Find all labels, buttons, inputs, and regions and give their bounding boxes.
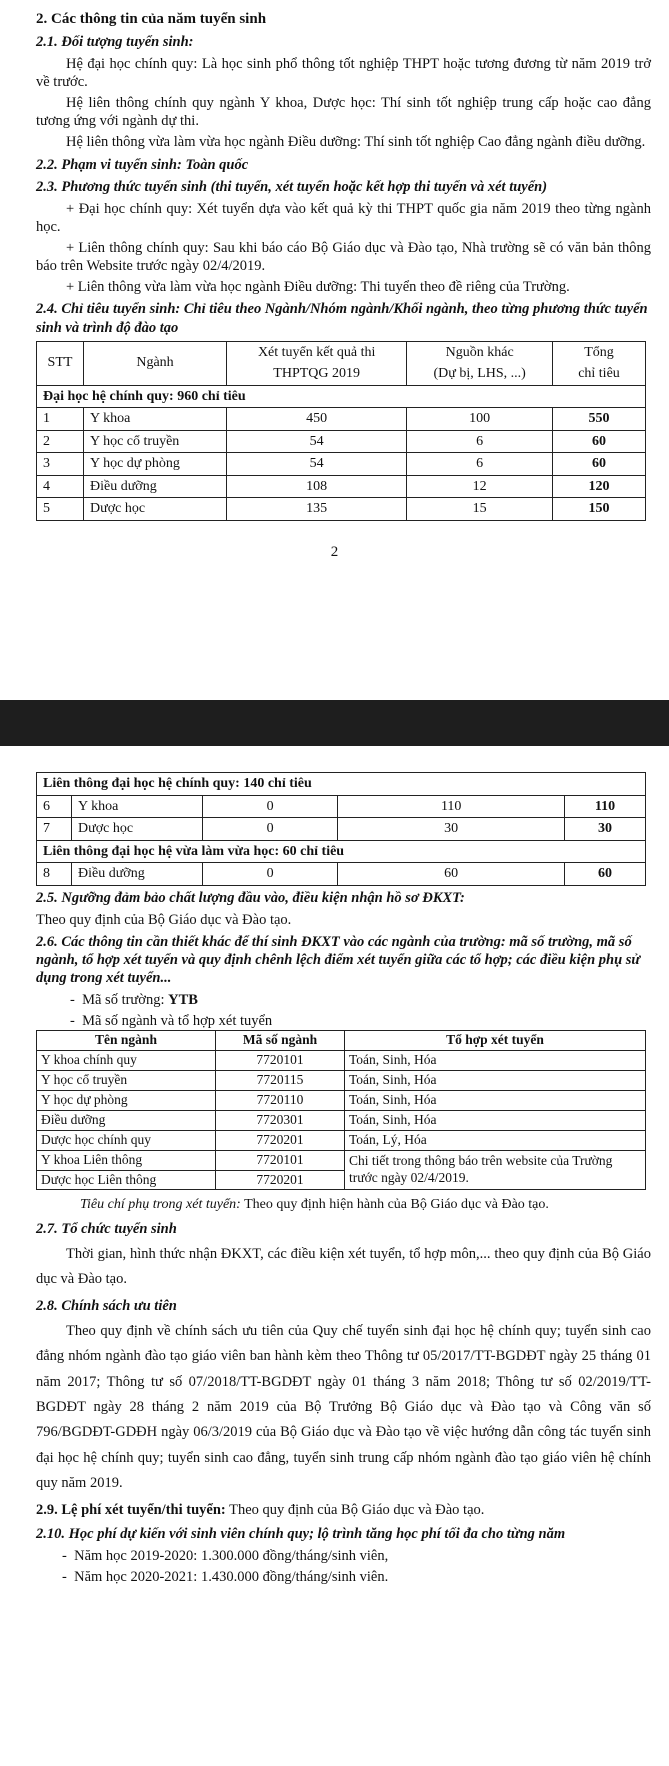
page-separator bbox=[0, 700, 669, 746]
table-row bbox=[37, 408, 646, 431]
cell-tong: 60 bbox=[565, 863, 646, 886]
cell-to-hop: Toán, Sinh, Hóa bbox=[345, 1071, 646, 1091]
section-2-2-title: 2.2. Phạm vi tuyển sinh: Toàn quốc bbox=[36, 156, 249, 173]
cell-to-hop: Toán, Sinh, Hóa bbox=[345, 1110, 646, 1130]
cell-to-hop: Toán, Sinh, Hóa bbox=[345, 1051, 646, 1071]
cell-nganh: Điều dưỡng bbox=[72, 863, 203, 886]
header-xettuyen: Xét tuyển kết quả thi bbox=[227, 341, 407, 363]
section-2-3-title: 2.3. Phương thức tuyển sinh (thi tuyển, xét tuyển hoặc kết hợp thi tuyển và xét tuyển) bbox=[36, 178, 548, 195]
school-code-value: YTB bbox=[168, 992, 198, 1009]
list-item: - Năm học 2019-2020: 1.300.000 đồng/tháng/sinh viên, bbox=[62, 1547, 389, 1564]
cell-tong: 110 bbox=[565, 795, 646, 818]
list-item: - Mã số ngành và tổ hợp xét tuyển bbox=[70, 1013, 273, 1030]
table-row bbox=[37, 1071, 646, 1091]
quota-table-continued bbox=[36, 772, 646, 886]
table-row bbox=[37, 1051, 646, 1071]
school-code-label: Mã số trường: bbox=[82, 992, 169, 1009]
cell-stt: 2 bbox=[37, 430, 84, 453]
cell-tong: 60 bbox=[553, 453, 646, 476]
cell-nganh: Y khoa bbox=[84, 408, 227, 431]
cell-ten: Dược học Liên thông bbox=[37, 1170, 216, 1190]
paragraph: Hệ liên thông chính quy ngành Y khoa, Dược học: Thí sinh tốt nghiệp trung cấp hoặc cao đẳng tương ứng với ngành dự thi. bbox=[36, 95, 651, 130]
document-page-1 bbox=[0, 0, 669, 700]
cell-thpt: 54 bbox=[227, 453, 407, 476]
paragraph: + Liên thông vừa làm vừa học ngành Điều dưỡng: Thi tuyển theo đề riêng của Trường. bbox=[66, 279, 570, 296]
cell-tong: 60 bbox=[553, 430, 646, 453]
cell-nguon-khac: 6 bbox=[407, 453, 553, 476]
table-row bbox=[37, 1110, 646, 1130]
cell-ten: Điều dưỡng bbox=[37, 1110, 216, 1130]
header-xettuyen-2: THPTQG 2019 bbox=[227, 363, 407, 385]
header-stt: STT bbox=[37, 341, 84, 385]
section-2-10-title: 2.10. Học phí dự kiến với sinh viên chính quy; lộ trình tăng học phí tối đa cho từng năm bbox=[36, 1525, 566, 1542]
paragraph: Hệ đại học chính quy: Là học sinh phổ thông tốt nghiệp THPT hoặc tương đương từ năm 2019 trở về trước. bbox=[36, 55, 651, 90]
cell-nganh: Dược học bbox=[84, 498, 227, 521]
cell-thpt: 0 bbox=[203, 818, 338, 841]
quota-table bbox=[36, 341, 646, 521]
section-2-7-title: 2.7. Tổ chức tuyển sinh bbox=[36, 1220, 177, 1237]
cell-nganh: Điều dưỡng bbox=[84, 475, 227, 498]
header-nganh: Ngành bbox=[84, 341, 227, 385]
table-group-label: Liên thông đại học hệ chính quy: 140 chỉ tiêu bbox=[37, 773, 646, 796]
section-2-1-title: 2.1. Đối tượng tuyển sinh: bbox=[36, 33, 194, 50]
cell-nguon-khac: 60 bbox=[338, 863, 565, 886]
note-label: Tiêu chí phụ trong xét tuyển: bbox=[80, 1197, 241, 1213]
cell-ten: Y khoa chính quy bbox=[37, 1051, 216, 1071]
cell-stt: 6 bbox=[37, 795, 72, 818]
list-item-text: Năm học 2020-2021: 1.430.000 đồng/tháng/sinh viên. bbox=[74, 1568, 389, 1585]
paragraph: Hệ liên thông vừa làm vừa học ngành Điều dưỡng: Thí sinh tốt nghiệp Cao đẳng ngành điều dưỡng. bbox=[66, 134, 646, 151]
header-tong-2: chỉ tiêu bbox=[553, 363, 646, 385]
cell-thpt: 0 bbox=[203, 863, 338, 886]
list-item-text: Mã số ngành và tổ hợp xét tuyển bbox=[82, 1013, 273, 1030]
cell-tong: 550 bbox=[553, 408, 646, 431]
header-ten-nganh: Tên ngành bbox=[37, 1031, 216, 1051]
list-item: - Năm học 2020-2021: 1.430.000 đồng/tháng/sinh viên. bbox=[62, 1568, 389, 1585]
cell-thpt: 0 bbox=[203, 795, 338, 818]
cell-ma: 7720101 bbox=[216, 1150, 345, 1170]
cell-to-hop-lt: Chi tiết trong thông báo trên website của Trường trước ngày 02/4/2019. bbox=[345, 1150, 646, 1190]
section-2-6-title: 2.6. Các thông tin cần thiết khác để thí sinh ĐKXT vào các ngành của trường: mã số trường, mã số ngành, tổ hợp xét tuyển và quy định chênh lệch điểm xét tuyển giữa các tổ hợp; các điều kiện phụ sử dụng trong xét tuyển... bbox=[36, 933, 641, 986]
cell-ma: 7720301 bbox=[216, 1110, 345, 1130]
cell-ma: 7720110 bbox=[216, 1091, 345, 1111]
cell-nguon-khac: 15 bbox=[407, 498, 553, 521]
table-group-label: Liên thông đại học hệ vừa làm vừa học: 60 chỉ tiêu bbox=[37, 840, 646, 863]
document-page-2 bbox=[0, 746, 669, 1766]
cell-ten: Y học cổ truyền bbox=[37, 1071, 216, 1091]
cell-tong: 150 bbox=[553, 498, 646, 521]
paragraph: Thời gian, hình thức nhận ĐKXT, các điều kiện xét tuyển, tổ hợp môn,... theo quy định của Bộ Giáo dục và Đào tạo. bbox=[36, 1246, 651, 1288]
section-2-4-title: 2.4. Chỉ tiêu tuyển sinh: Chỉ tiêu theo Ngành/Nhóm ngành/Khối ngành, theo từng phương thức tuyển sinh và trình độ đào tạo bbox=[36, 301, 648, 336]
table-row bbox=[37, 818, 646, 841]
section-2-9 bbox=[36, 1501, 651, 1519]
table-row bbox=[37, 430, 646, 453]
cell-tong: 30 bbox=[565, 818, 646, 841]
cell-nganh: Y học cổ truyền bbox=[84, 430, 227, 453]
table-group-label: Đại học hệ chính quy: 960 chỉ tiêu bbox=[37, 385, 646, 408]
section-2-5-title: 2.5. Ngưỡng đảm bảo chất lượng đầu vào, điều kiện nhận hồ sơ ĐKXT: bbox=[36, 889, 465, 906]
note bbox=[80, 1196, 651, 1214]
paragraph: + Liên thông chính quy: Sau khi báo cáo Bộ Giáo dục và Đào tạo, Nhà trường sẽ có văn bản thông báo trên Website trước ngày 02/4/2019. bbox=[36, 240, 651, 275]
table-row bbox=[37, 453, 646, 476]
table-row bbox=[37, 863, 646, 886]
cell-ma: 7720201 bbox=[216, 1170, 345, 1190]
cell-nganh: Y khoa bbox=[72, 795, 203, 818]
table-row bbox=[37, 1130, 646, 1150]
table-row bbox=[37, 498, 646, 521]
cell-thpt: 450 bbox=[227, 408, 407, 431]
cell-nguon-khac: 6 bbox=[407, 430, 553, 453]
table-row bbox=[37, 1091, 646, 1111]
header-to-hop: Tổ hợp xét tuyển bbox=[345, 1031, 646, 1051]
cell-stt: 4 bbox=[37, 475, 84, 498]
cell-thpt: 54 bbox=[227, 430, 407, 453]
table-row bbox=[37, 795, 646, 818]
section-2-8-title: 2.8. Chính sách ưu tiên bbox=[36, 1297, 177, 1314]
cell-ma: 7720101 bbox=[216, 1051, 345, 1071]
paragraph: Theo quy định về chính sách ưu tiên của Quy chế tuyển sinh đại học hệ chính quy; tuyển sinh cao đẳng nhóm ngành đào tạo giáo viên ban hành kèm theo Thông tư 05/2017/TT-BGDĐT ngày 25 tháng 01 năm 2017; Thông tư số 07/2018/TT-BGDĐT ngày 01 tháng 3 năm 2018; Thông tư số 02/2019/TT-BGDĐT ngày 28 tháng 2 năm 2019 của Bộ Trưởng Bộ Giáo dục và Đào tạo và Công văn số 796/BGDĐT-GDĐH ngày 06/3/2019 của Bộ Giáo dục và Đào tạo về việc hướng dẫn công tác tuyển sinh đại học hệ chính quy; tuyển sinh cao đẳng, tuyển sinh trung cấp nhóm ngành đào tạo giáo viên hệ chính quy năm 2019. bbox=[36, 1322, 651, 1492]
cell-ten: Y học dự phòng bbox=[37, 1091, 216, 1111]
cell-nguon-khac: 30 bbox=[338, 818, 565, 841]
cell-stt: 3 bbox=[37, 453, 84, 476]
section-2-9-text: Theo quy định của Bộ Giáo dục và Đào tạo. bbox=[225, 1501, 485, 1518]
cell-ten: Y khoa Liên thông bbox=[37, 1150, 216, 1170]
cell-to-hop: Toán, Sinh, Hóa bbox=[345, 1091, 646, 1111]
cell-stt: 5 bbox=[37, 498, 84, 521]
cell-nguon-khac: 12 bbox=[407, 475, 553, 498]
header-tong: Tổng bbox=[553, 341, 646, 363]
list-item-text: Năm học 2019-2020: 1.300.000 đồng/tháng/sinh viên, bbox=[74, 1547, 389, 1564]
cell-stt: 1 bbox=[37, 408, 84, 431]
paragraph: + Đại học chính quy: Xét tuyển dựa vào kết quả kỳ thi THPT quốc gia năm 2019 theo từng ngành học. bbox=[36, 200, 651, 235]
cell-to-hop: Toán, Lý, Hóa bbox=[345, 1130, 646, 1150]
cell-tong: 120 bbox=[553, 475, 646, 498]
major-code-table bbox=[36, 1030, 646, 1190]
note-text: Theo quy định hiện hành của Bộ Giáo dục và Đào tạo. bbox=[240, 1197, 549, 1213]
cell-thpt: 135 bbox=[227, 498, 407, 521]
paragraph: Theo quy định của Bộ Giáo dục và Đào tạo. bbox=[36, 911, 292, 928]
table-row bbox=[37, 1150, 646, 1170]
page-number: 2 bbox=[330, 543, 339, 560]
cell-stt: 8 bbox=[37, 863, 72, 886]
cell-thpt: 108 bbox=[227, 475, 407, 498]
cell-nganh: Y học dự phòng bbox=[84, 453, 227, 476]
section-2-9-title: 2.9. Lệ phí xét tuyển/thi tuyển: bbox=[36, 1501, 226, 1518]
header-nguonkhac: Nguồn khác bbox=[407, 341, 553, 363]
cell-ma: 7720115 bbox=[216, 1071, 345, 1091]
cell-stt: 7 bbox=[37, 818, 72, 841]
header-ma-so: Mã số ngành bbox=[216, 1031, 345, 1051]
table-row bbox=[37, 475, 646, 498]
section-2-title: 2. Các thông tin của năm tuyển sinh bbox=[36, 11, 267, 27]
cell-ma: 7720201 bbox=[216, 1130, 345, 1150]
cell-nguon-khac: 110 bbox=[338, 795, 565, 818]
table-header-row bbox=[37, 341, 646, 363]
list-item: - Mã số trường: YTB bbox=[70, 992, 198, 1009]
cell-nguon-khac: 100 bbox=[407, 408, 553, 431]
header-nguonkhac-2: (Dự bị, LHS, ...) bbox=[407, 363, 553, 385]
cell-ten: Dược học chính quy bbox=[37, 1130, 216, 1150]
cell-nganh: Dược học bbox=[72, 818, 203, 841]
